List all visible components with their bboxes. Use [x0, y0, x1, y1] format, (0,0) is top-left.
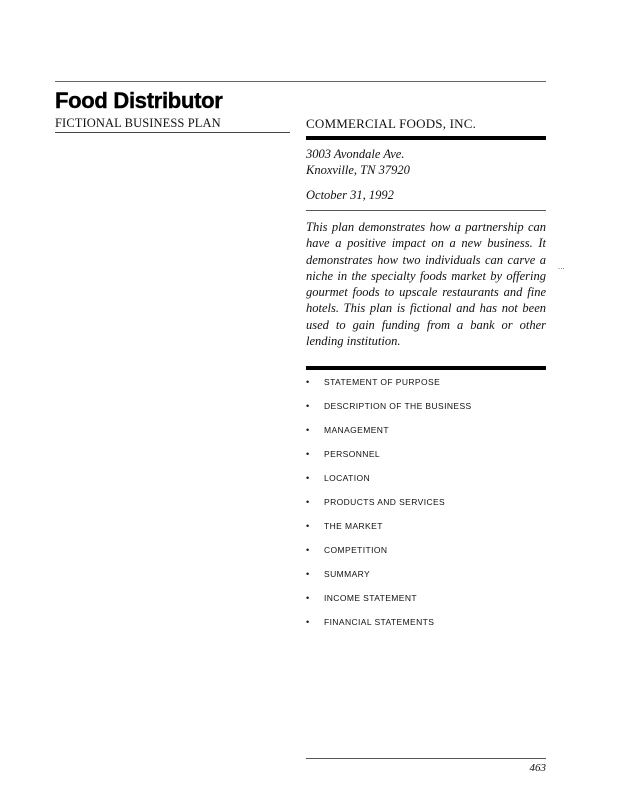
contents-item-label: FINANCIAL STATEMENTS	[324, 617, 435, 627]
contents-item-label: DESCRIPTION OF THE BUSINESS	[324, 401, 472, 411]
contents-item-label: COMPETITION	[324, 545, 388, 555]
bullet-icon: •	[306, 497, 310, 507]
margin-mark: ...	[558, 262, 565, 271]
company-thick-rule	[306, 136, 546, 140]
plan-date: October 31, 1992	[306, 188, 394, 202]
contents-item	[306, 425, 472, 449]
contents-item-label: MANAGEMENT	[324, 425, 389, 435]
address-line-2: Knoxville, TN 37920	[306, 163, 410, 177]
plan-description: This plan demonstrates how a partnership can have a positive impact on a new business. It demonstrates how two individuals can carve a niche in the specialty foods market by offering gourmet foods to upscale restaurants and fine hotels. This plan is fictional and has not been used to gain funding from a bank or other lending institution.	[306, 220, 546, 349]
bullet-icon: •	[306, 377, 310, 387]
address-line-1: 3003 Avondale Ave.	[306, 147, 405, 161]
company-name: COMMERCIAL FOODS, INC.	[306, 116, 477, 131]
bullet-icon: •	[306, 617, 310, 627]
top-rule	[55, 81, 546, 82]
contents-item-label: PRODUCTS AND SERVICES	[324, 497, 446, 507]
date-rule	[306, 210, 546, 211]
contents-item	[306, 497, 472, 521]
toc-thick-rule	[306, 366, 546, 370]
document-title: Food Distributor	[55, 88, 223, 113]
bullet-icon: •	[306, 545, 310, 555]
page-number: 463	[529, 762, 546, 774]
bullet-icon: •	[306, 521, 310, 531]
contents-item	[306, 617, 472, 641]
bullet-icon: •	[306, 449, 310, 459]
contents-item-label: PERSONNEL	[324, 449, 381, 459]
contents-list	[306, 377, 472, 641]
contents-item-label: STATEMENT OF PURPOSE	[324, 377, 441, 387]
contents-item	[306, 449, 472, 473]
contents-item	[306, 473, 472, 497]
contents-item	[306, 521, 472, 545]
contents-item	[306, 377, 472, 401]
contents-item	[306, 545, 472, 569]
bullet-icon: •	[306, 569, 310, 579]
subtitle-rule	[55, 132, 290, 133]
contents-item	[306, 569, 472, 593]
bullet-icon: •	[306, 473, 310, 483]
bullet-icon: •	[306, 401, 310, 411]
contents-item	[306, 401, 472, 425]
contents-item-label: INCOME STATEMENT	[324, 593, 417, 603]
bullet-icon: •	[306, 593, 310, 603]
contents-item-label: SUMMARY	[324, 569, 371, 579]
bullet-icon: •	[306, 425, 310, 435]
document-subtitle: FICTIONAL BUSINESS PLAN	[55, 116, 221, 130]
contents-item	[306, 593, 472, 617]
contents-item-label: THE MARKET	[324, 521, 383, 531]
contents-item-label: LOCATION	[324, 473, 371, 483]
footer-rule	[306, 758, 546, 759]
